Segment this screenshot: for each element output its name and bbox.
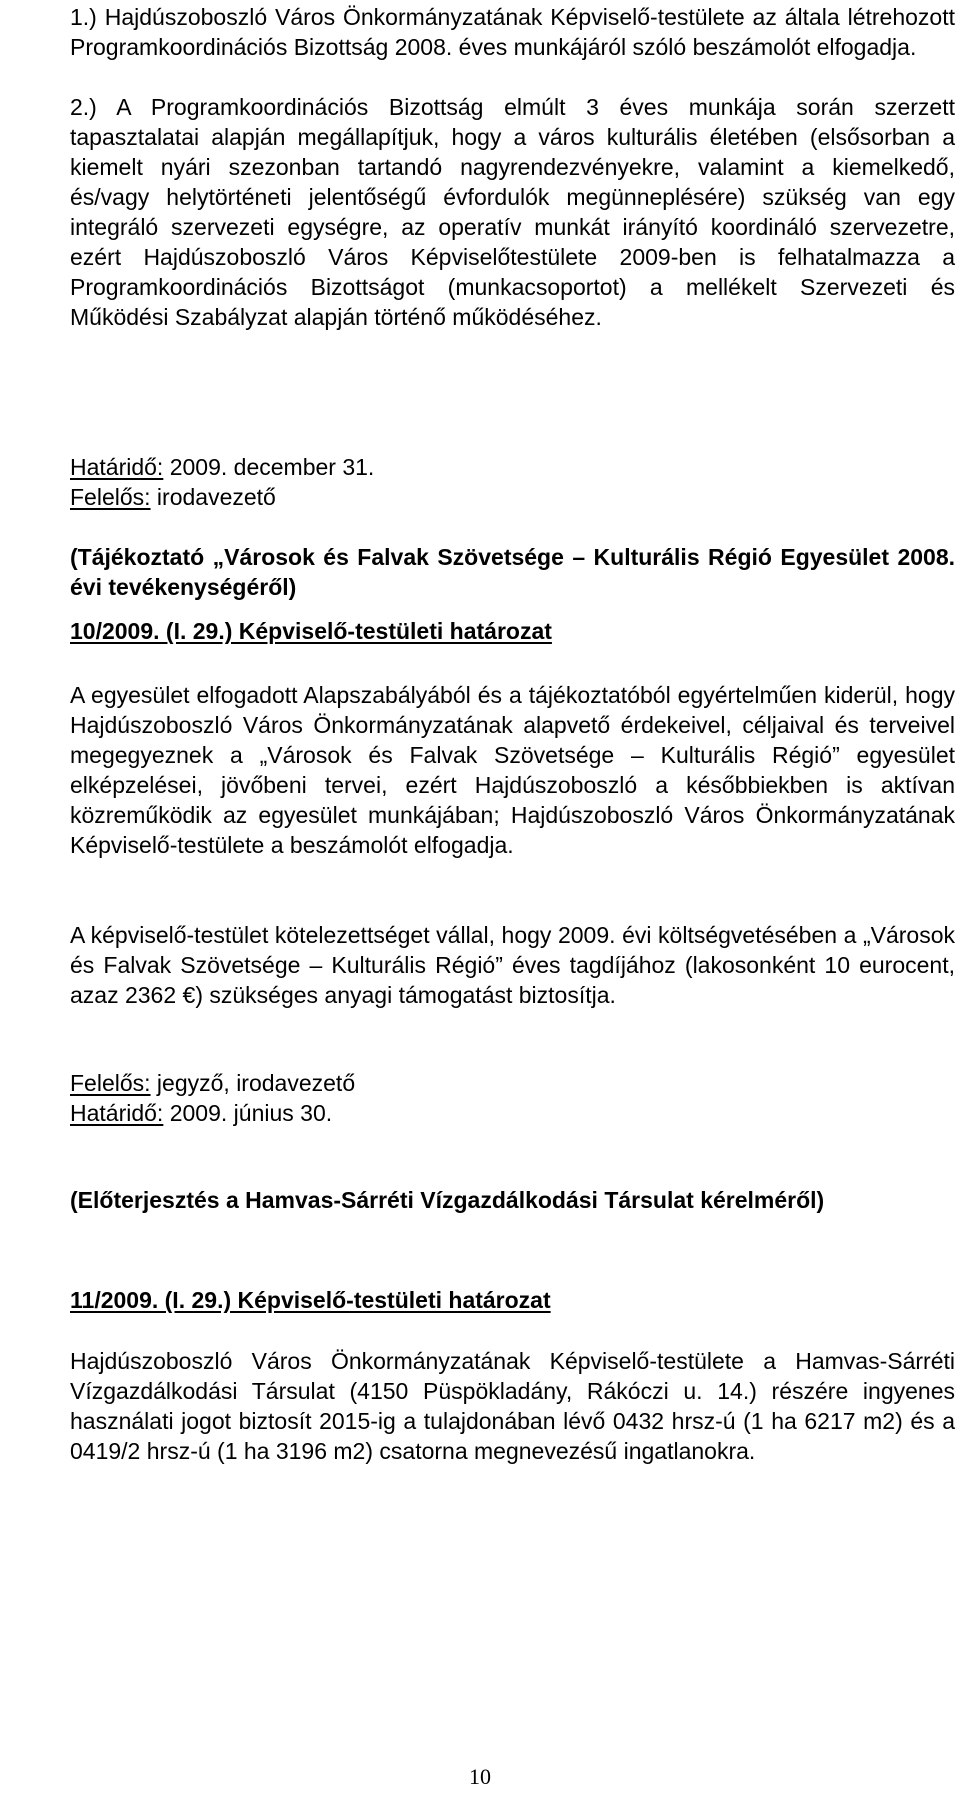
list-item-1: 1.) Hajdúszoboszló Város Önkormányzatának Képviselő-testülete az általa létrehozott Programkoordinációs Bizottság 2008. éves munkájáról szóló beszámolót elfogadja.	[70, 4, 955, 60]
responsible-label: Felelős:	[70, 1070, 151, 1096]
responsible-label: Felelős:	[70, 484, 151, 510]
responsible-value: irodavezető	[150, 484, 276, 510]
list-item-2: 2.) A Programkoordinációs Bizottság elmúlt 3 éves munkája során szerzett tapasztalatai alapján megállapítjuk, hogy a város kulturális életében (elsősorban a kiemelt nyári szezonban tartandó nagyrendezvényekre, valamint a kiemelkedő, és/vagy helytörténeti jelentőségű évfordulók megünneplésére) szükség van egy integráló szervezeti egységre, az operatív munkát irányító koordináló szervezetre, ezért Hajdúszoboszló Város Képviselőtestülete 2009-ben is felhatalmazza a Programkoordinációs Bizottságot (munkacsoportot) a mellékelt Szervezeti és Működési Szabályzat alapján történő működéséhez.	[70, 94, 955, 330]
resolution-title-11: 11/2009. (I. 29.) Képviselő-testületi határozat	[70, 1287, 551, 1313]
responsible-line-1	[70, 482, 955, 512]
section-heading-2: (Előterjesztés a Hamvas-Sárréti Vízgazdálkodási Társulat kérelméről)	[70, 1187, 825, 1213]
deadline-line-1	[70, 452, 955, 482]
responsible-line-2	[70, 1068, 955, 1098]
deadline-value: 2009. december 31.	[163, 454, 375, 480]
resolution-10-paragraph-1: A egyesület elfogadott Alapszabályából és a tájékoztatóból egyértelműen kiderül, hogy Hajdúszoboszló Város Önkormányzatának alapvető érdekeivel, céljaival és terveivel megegyeznek a „Városok és Falvak Szövetsége – Kulturális Régió” egyesület elképzelései, jövőbeni tervei, ezért Hajdúszoboszló a későbbiekben is aktívan közreműködik az egyesület munkájában; Hajdúszoboszló Város Önkormányzatának Képviselő-testülete a beszámolót elfogadja.	[70, 682, 955, 858]
deadline-value: 2009. június 30.	[163, 1100, 333, 1126]
deadline-label: Határidő:	[70, 454, 164, 480]
responsible-value: jegyző, irodavezető	[150, 1070, 356, 1096]
resolution-11-paragraph-1: Hajdúszoboszló Város Önkormányzatának Képviselő-testülete a Hamvas-Sárréti Vízgazdálkodási Társulat (4150 Püspökladány, Rákóczi u. 14.) részére ingyenes használati jogot biztosít 2015-ig a tulajdonában lévő 0432 hrsz-ú (1 ha 6217 m2) és a 0419/2 hrsz-ú (1 ha 3196 m2) csatorna megnevezésű ingatlanokra.	[70, 1348, 955, 1464]
deadline-label: Határidő:	[70, 1100, 164, 1126]
page-number: 10	[469, 1764, 491, 1789]
resolution-title-10: 10/2009. (I. 29.) Képviselő-testületi határozat	[70, 618, 552, 644]
resolution-10-paragraph-2: A képviselő-testület kötelezettséget vállal, hogy 2009. évi költségvetésében a „Városok és Falvak Szövetsége – Kulturális Régió” éves tagdíjához (lakosonként 10 eurocent, azaz 2362 €) szükséges anyagi támogatást biztosítja.	[70, 922, 955, 1008]
deadline-line-2	[70, 1098, 955, 1128]
section-heading-1: (Tájékoztató „Városok és Falvak Szövetsége – Kulturális Régió Egyesület 2008. évi tevékenységéről)	[70, 544, 955, 600]
